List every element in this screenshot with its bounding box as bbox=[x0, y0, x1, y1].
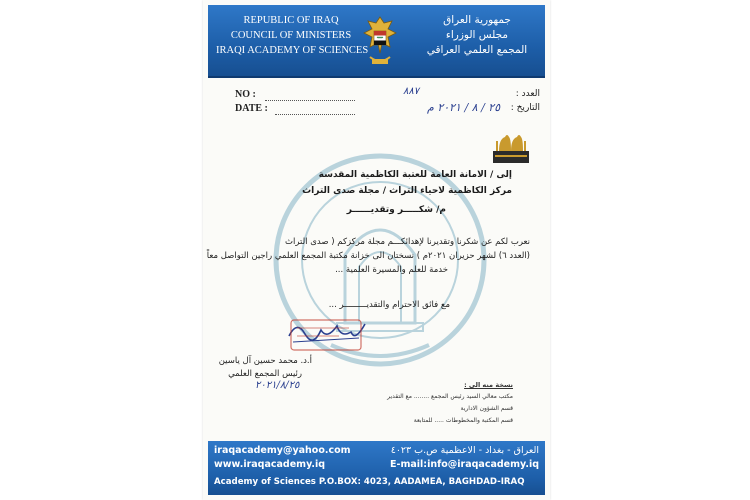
footer-website: www.iraqacademy.iq bbox=[214, 459, 326, 470]
recipient-line: إلى / الامانة العامة للعتبة الكاظمية المقدسة bbox=[318, 170, 512, 180]
center-line: مركز الكاظمية لاحياء التراث / مجلة صدى التراث bbox=[302, 186, 512, 196]
body-line-1: نعرب لكم عن شكرنا وتقديرنا لإهدائكـــم مجلة مركزكم ( صدى التراث bbox=[284, 237, 530, 247]
letterhead-en-line: REPUBLIC OF IRAQ bbox=[243, 15, 339, 26]
ar-date-value: ٢٥ / ٨ / ٢٠٢١ م bbox=[427, 101, 501, 114]
ar-no-label: العدد : bbox=[515, 89, 540, 99]
signer-title: رئيس المجمع العلمي bbox=[228, 369, 302, 379]
ar-no-value: ٨٨٧ bbox=[403, 86, 420, 97]
footer-arabic-address: العراق - بغداد - الاعظمية ص.ب ٤٠٢٣ bbox=[390, 445, 539, 456]
copies-line-3: قسم المكتبة والمخطوطات ..... للمتابعة bbox=[413, 417, 513, 424]
signer-name: أ.د. محمد حسين آل ياسين bbox=[218, 356, 312, 366]
no-label: NO : bbox=[235, 89, 256, 100]
eagle-emblem-icon bbox=[362, 13, 398, 71]
body-line-3: خدمة للعلم والمسيرة العلمية ... bbox=[335, 265, 448, 275]
body-line-2: (العدد ٦) لشهر حزيران ٢٠٢١م ) نسختان الى خزانة مكتبة المجمع العلمي راجين التواصل معاً bbox=[206, 251, 530, 261]
letterhead-english bbox=[216, 13, 369, 58]
date-label: DATE : bbox=[235, 103, 268, 114]
letterhead-en-line: COUNCIL OF MINISTERS bbox=[230, 30, 352, 41]
copies-title: نسخة منه الى : bbox=[464, 381, 513, 389]
copies-line-2: قسم الشؤون الادارية bbox=[460, 405, 513, 412]
letterhead-ar-line: جمهورية العراق bbox=[443, 14, 511, 26]
handwritten-date: ٢٠٢١/٨/٢٥ bbox=[255, 380, 300, 391]
letterhead-footer bbox=[208, 441, 545, 495]
ar-date-label: التاريخ : bbox=[510, 103, 540, 113]
letterhead-en-line: IRAQI ACADEMY OF SCIENCES bbox=[216, 45, 369, 56]
subject-line: م/ شكـــــر وتقديــــــر bbox=[346, 205, 446, 215]
date-dotted-line bbox=[275, 113, 355, 115]
footer-postal-address: Academy of Sciences P.O.BOX: 4023, AADAMEA, BAGHDAD-IRAQ bbox=[214, 477, 525, 487]
letterhead-banner bbox=[208, 5, 545, 78]
closing-line: مع فائق الاحترام والتقديـــــــــر ... bbox=[328, 300, 450, 310]
letter-page bbox=[203, 0, 550, 500]
footer-email-yahoo: iraqacademy@yahoo.com bbox=[214, 445, 351, 456]
footer-email-info: E-mail:info@iraqacademy.iq bbox=[390, 459, 539, 470]
letterhead-ar-line: مجلس الوزراء bbox=[445, 29, 509, 41]
letterhead-arabic bbox=[417, 13, 537, 58]
letterhead-ar-line: المجمع العلمي العراقي bbox=[426, 44, 528, 56]
shrine-stamp-icon bbox=[491, 131, 531, 165]
copies-line-1: مكتب معالي السيد رئيس المجمع ........ مع التقدير bbox=[387, 393, 513, 400]
no-dotted-line bbox=[265, 99, 355, 101]
